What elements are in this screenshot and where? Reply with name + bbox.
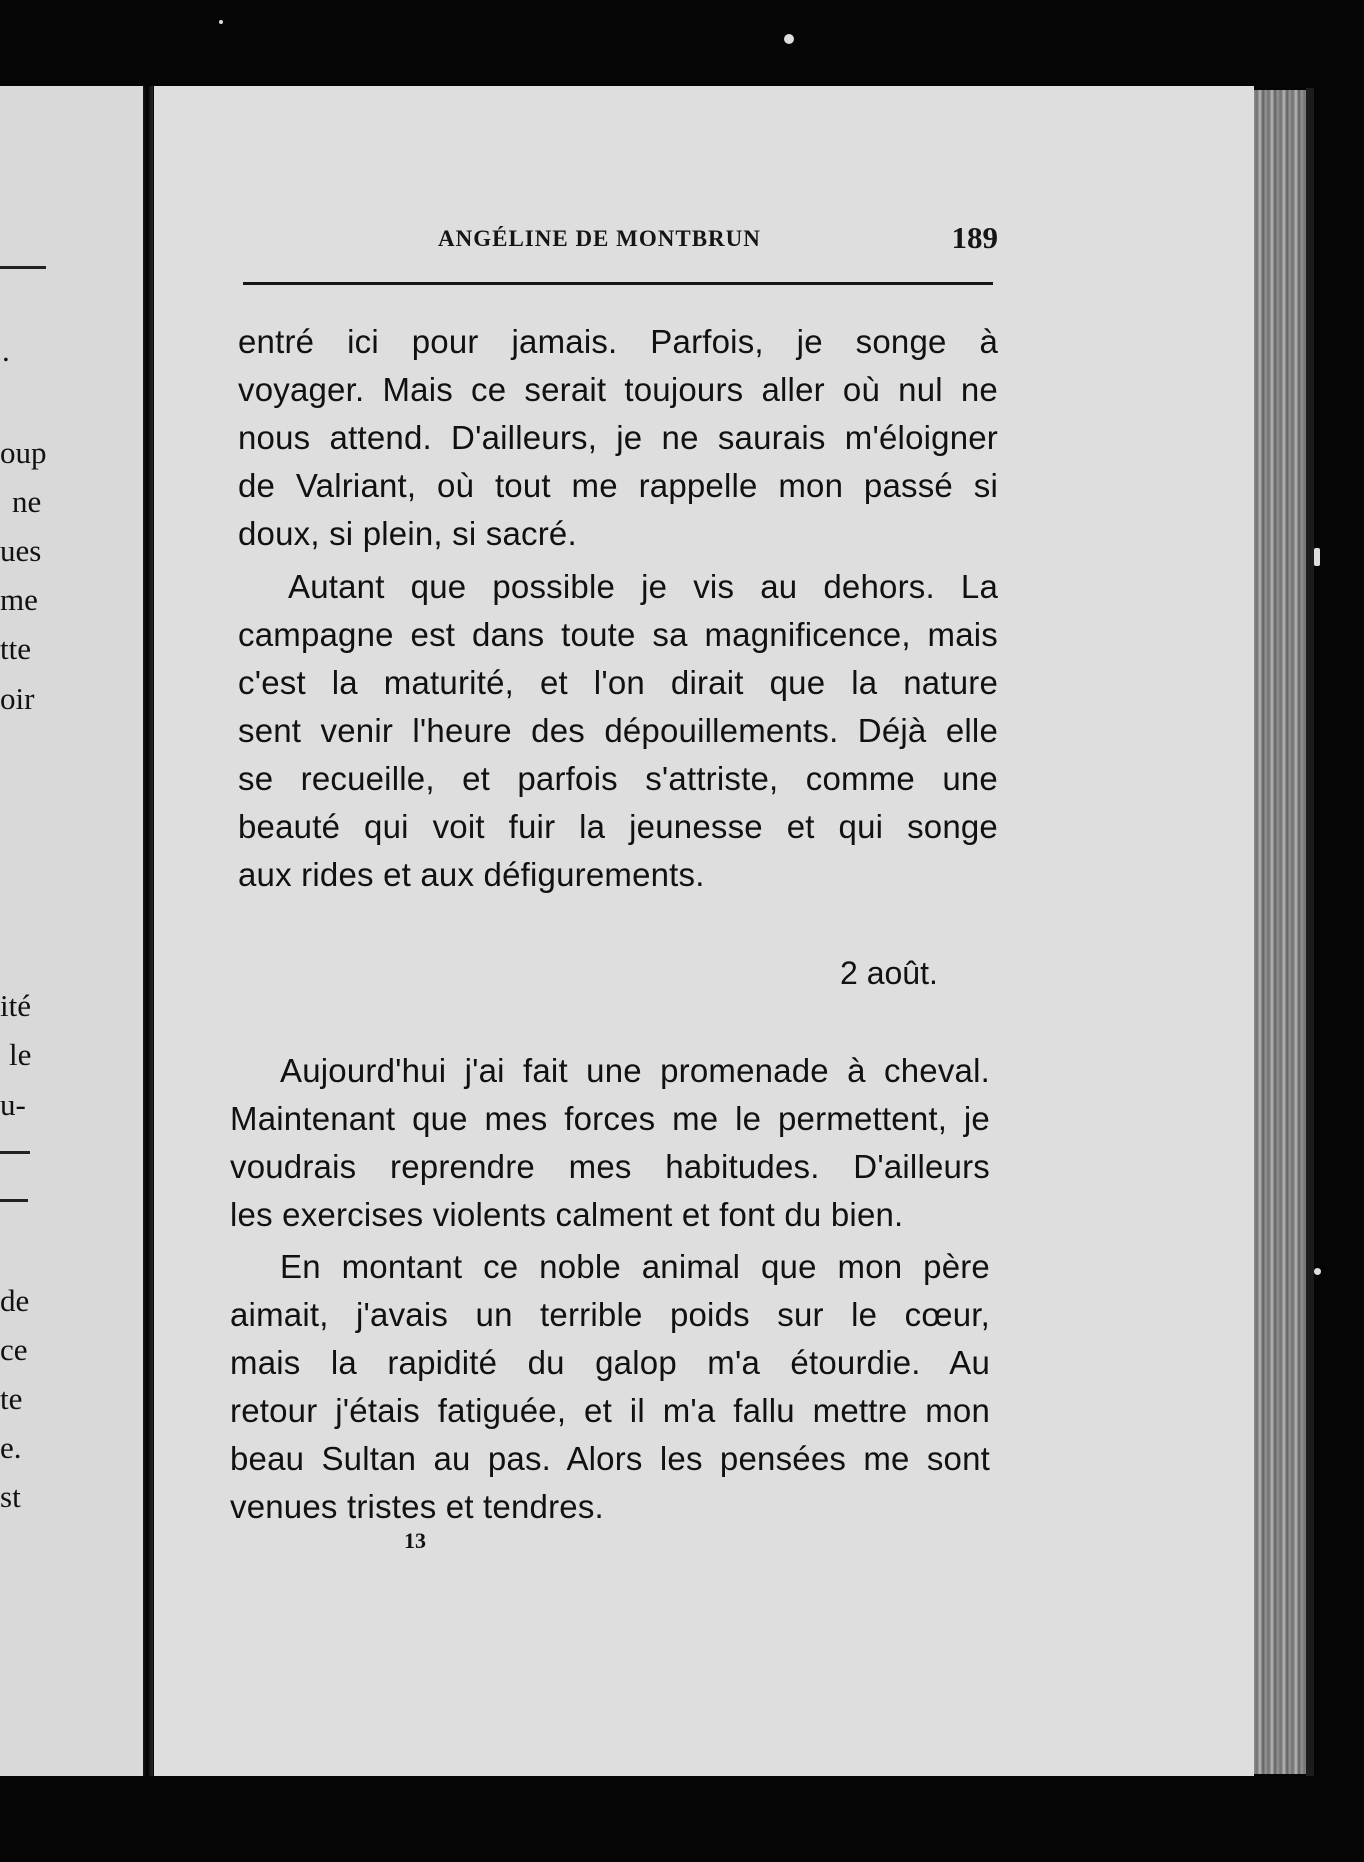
left-page-text-fragment: e. — [0, 1430, 22, 1465]
page-number: 189 — [951, 220, 998, 255]
paragraph — [238, 563, 998, 899]
page-title: ANGÉLINE DE MONTBRUN — [438, 226, 761, 251]
text-line: les exercises violents calment et font du bien. — [230, 1196, 904, 1233]
text-line: mais la rapidité du galop m'a étourdie. Au — [230, 1344, 990, 1381]
text-line: campagne est dans toute sa magnificence, mais — [238, 616, 998, 653]
text-line: En montant ce noble animal que mon père — [280, 1248, 990, 1285]
left-page-text-fragment: oup — [0, 435, 47, 470]
left-page-text-fragment: st — [0, 1479, 21, 1514]
left-page-rule — [0, 1199, 28, 1202]
book-gutter — [143, 86, 153, 1776]
left-page-text-fragment: me — [0, 582, 38, 617]
scan-speck — [219, 20, 223, 24]
left-page-rule — [0, 1151, 30, 1154]
left-page-text-fragment: ne — [12, 484, 42, 519]
left-page-text-fragment: tte — [0, 631, 31, 666]
left-page-text-fragment: de — [0, 1283, 30, 1318]
scan-speck — [1314, 548, 1320, 566]
left-page-text-fragment: . — [2, 333, 10, 368]
left-page-text-fragment: le — [9, 1037, 32, 1072]
text-line: nous attend. D'ailleurs, je ne saurais m'éloigner — [238, 419, 998, 456]
left-page-rule — [0, 266, 46, 269]
left-page-text-fragment: ce — [0, 1332, 28, 1367]
text-line: beau Sultan au pas. Alors les pensées me sont — [230, 1440, 990, 1477]
left-page-text-fragment: te — [0, 1381, 23, 1416]
scan-speck — [784, 34, 794, 44]
text-line: Aujourd'hui j'ai fait une promenade à cheval. — [280, 1052, 990, 1089]
left-page — [0, 86, 148, 1776]
page-edge-shadow — [1306, 88, 1314, 1776]
text-line: se recueille, et parfois s'attriste, comme une — [238, 760, 998, 797]
page-edge — [1254, 90, 1306, 1774]
text-line: entré ici pour jamais. Parfois, je songe à — [238, 323, 998, 360]
diary-date: 2 août. — [840, 955, 938, 991]
left-page-text-fragment: ues — [0, 533, 42, 568]
paragraph — [230, 1047, 990, 1239]
text-line: de Valriant, où tout me rappelle mon passé si — [238, 467, 998, 504]
left-page-text-fragment: u- — [0, 1087, 26, 1122]
header-rule — [243, 282, 993, 285]
left-page-text-fragment: oir — [0, 681, 35, 716]
text-line: c'est la maturité, et l'on dirait que la nature — [238, 664, 998, 701]
text-line: sent venir l'heure des dépouillements. Déjà elle — [238, 712, 998, 749]
paragraph — [230, 1243, 990, 1531]
text-line: Maintenant que mes forces me le permettent, je — [230, 1100, 990, 1137]
signature-mark: 13 — [404, 1528, 426, 1553]
left-page-text-fragment: ité — [0, 988, 31, 1023]
paragraph — [238, 318, 998, 558]
scan-speck — [1314, 1268, 1321, 1275]
text-line: venues tristes et tendres. — [230, 1488, 604, 1525]
text-line: beauté qui voit fuir la jeunesse et qui songe — [238, 808, 998, 845]
text-line: voyager. Mais ce serait toujours aller où nul ne — [238, 371, 998, 408]
text-line: aimait, j'avais un terrible poids sur le cœur, — [230, 1296, 990, 1333]
text-line: retour j'étais fatiguée, et il m'a fallu mettre mon — [230, 1392, 990, 1429]
text-line: Autant que possible je vis au dehors. La — [288, 568, 998, 605]
text-line: doux, si plein, si sacré. — [238, 515, 577, 552]
running-head — [438, 220, 998, 260]
text-line: voudrais reprendre mes habitudes. D'ailleurs — [230, 1148, 990, 1185]
text-line: aux rides et aux défigurements. — [238, 856, 705, 893]
